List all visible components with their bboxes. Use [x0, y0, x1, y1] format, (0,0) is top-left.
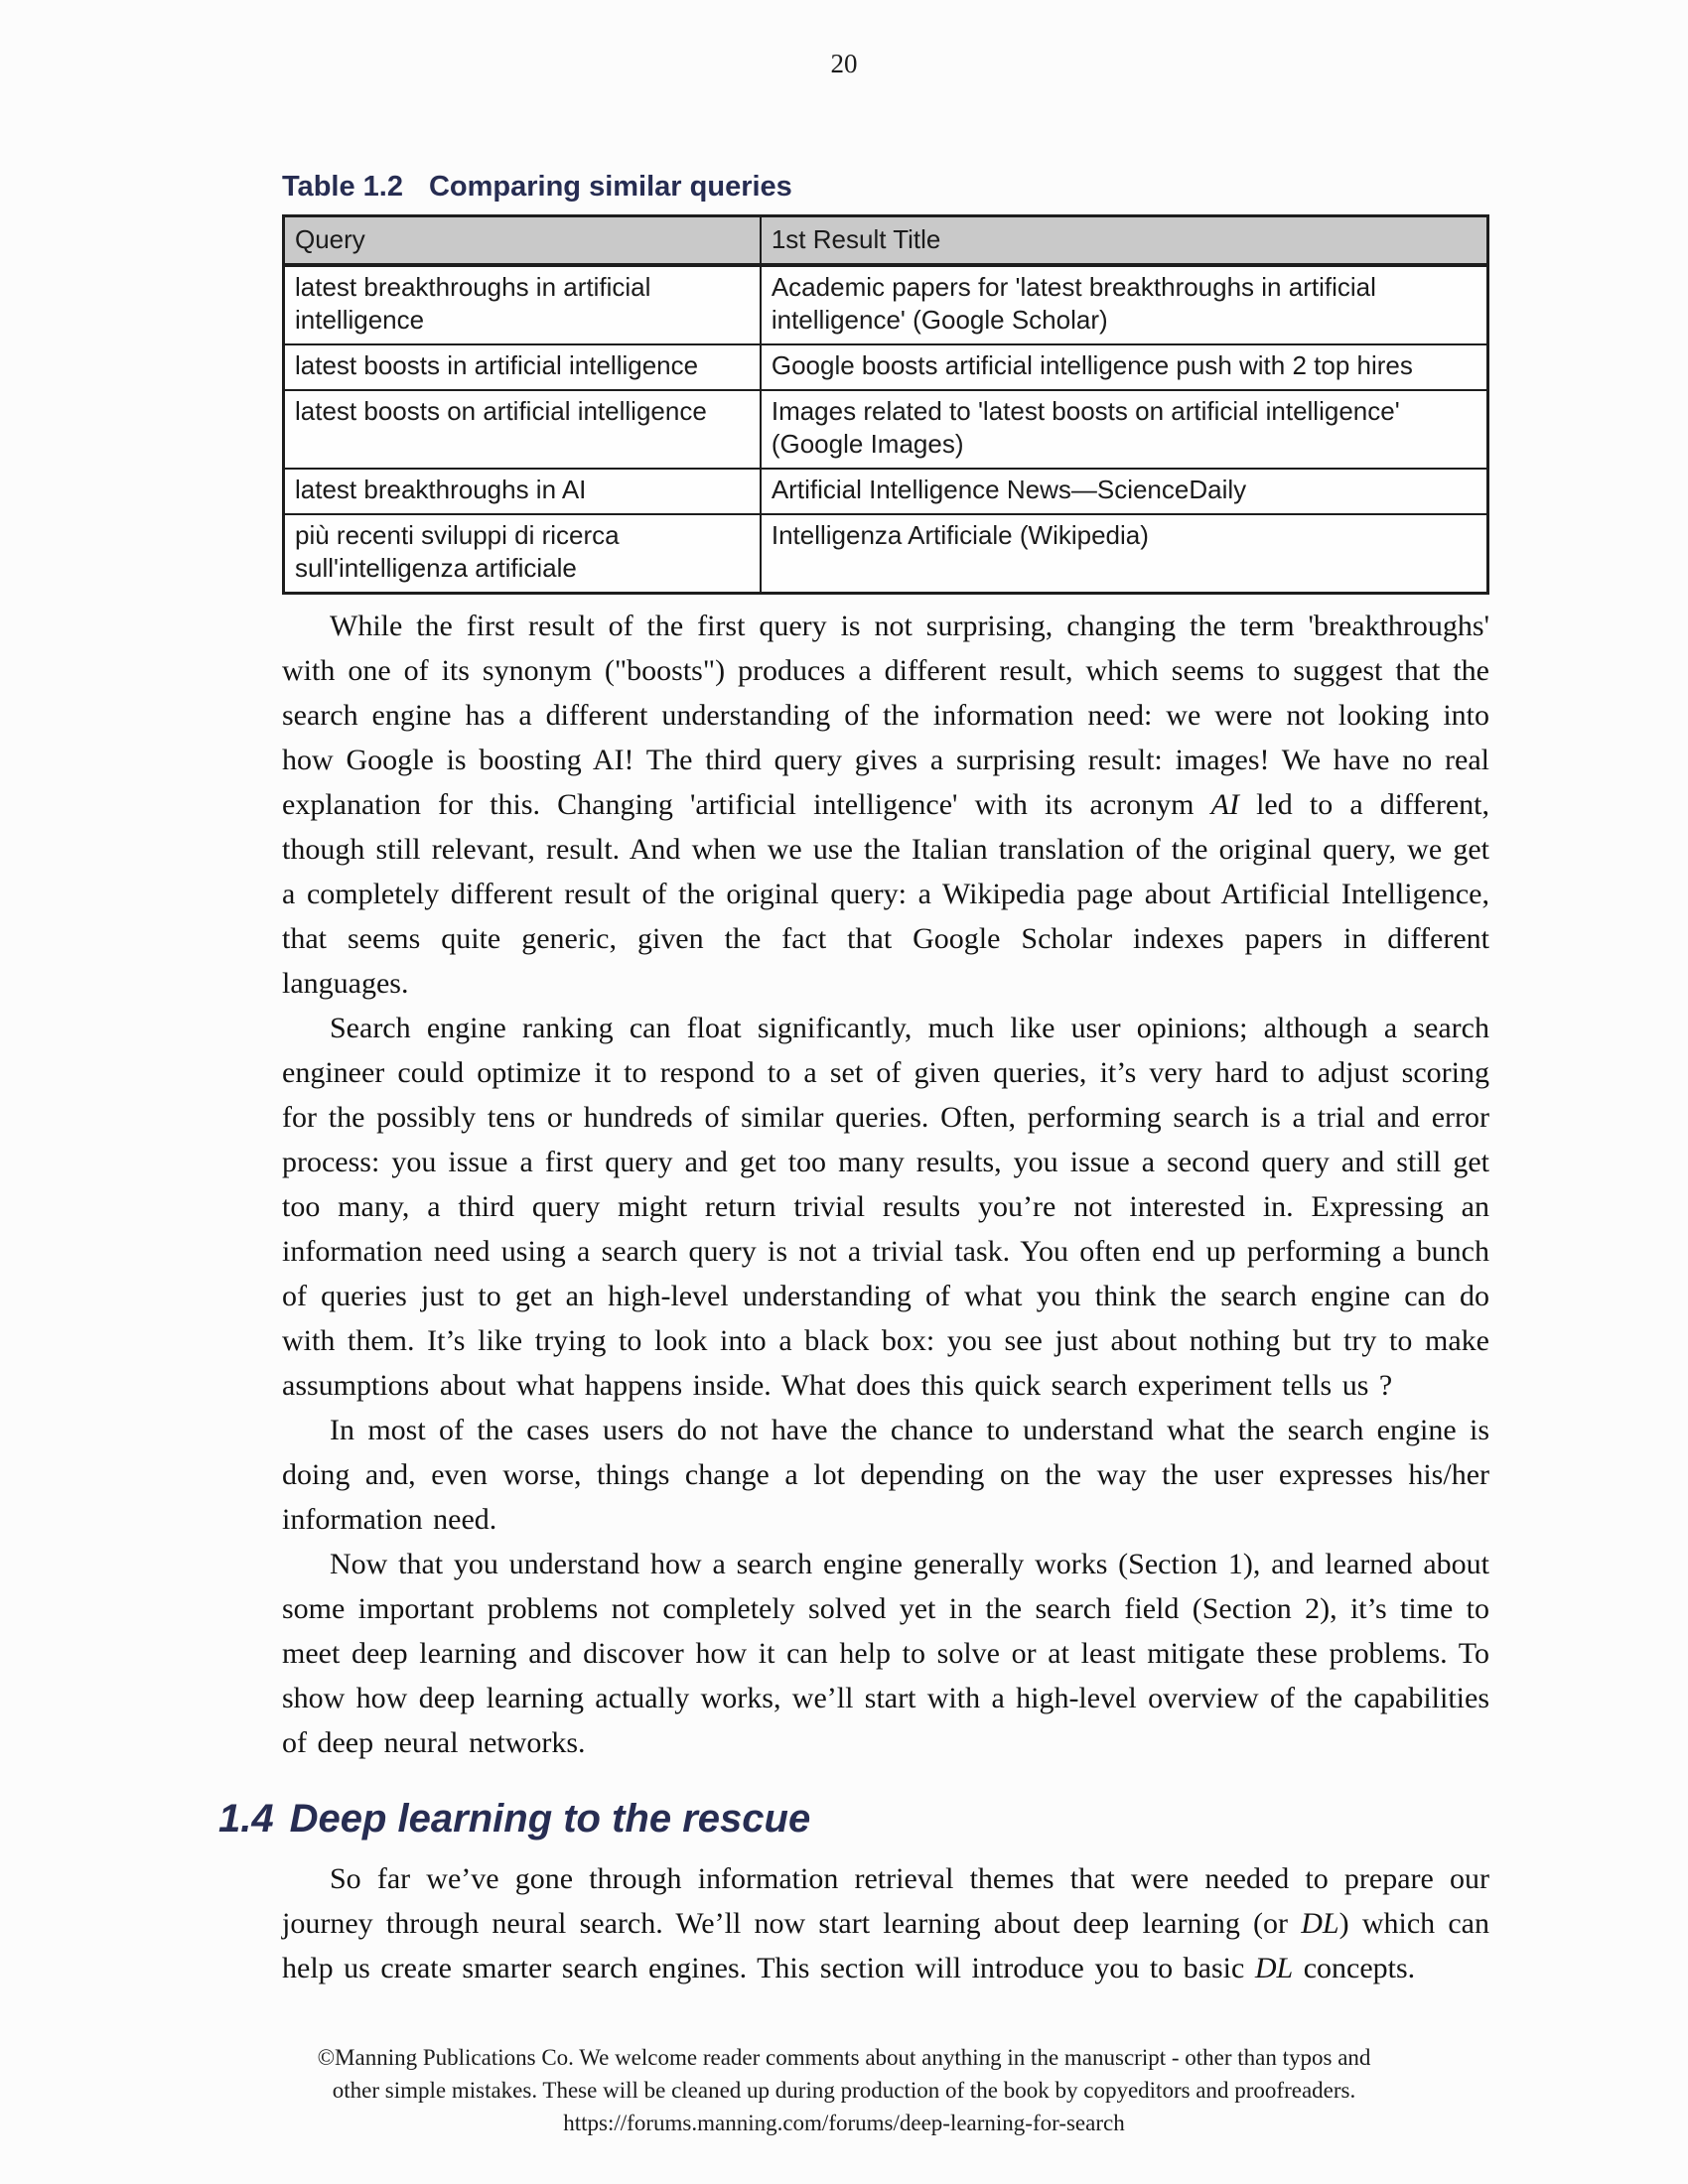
table-caption [282, 169, 1489, 205]
paragraph-meet-deep-learning [282, 1542, 1489, 1765]
text-run: led to a different, though still relevant, result. And when we use the Italian translation of the original query, we get a completely different result of the original query: a Wikipedia page about Artificial Intelligence, that seems quite generic, given the fact that Google Scholar indexes papers in different languages. [282, 788, 1490, 1000]
italic-term: AI [1210, 788, 1239, 821]
table-row [284, 344, 1488, 390]
table-cell: latest boosts in artificial intelligence [284, 344, 761, 390]
footer-copyright-line: ©Manning Publications Co. We welcome reader comments about anything in the manuscript - other than typos and [317, 2045, 1371, 2070]
page-number: 20 [830, 49, 858, 78]
table-cell: Google boosts artificial intelligence push with 2 top hires [761, 344, 1488, 390]
table-cell: latest breakthroughs in artificial intelligence [284, 265, 761, 344]
paragraph-dl-intro [282, 1856, 1489, 1990]
table-cell: latest breakthroughs in AI [284, 469, 761, 514]
table-cell: Intelligenza Artificiale (Wikipedia) [761, 514, 1488, 594]
text-run: Now that you understand how a search engine generally works (Section 1), and learned about some important problems not completely solved yet in the search field (Section 2), it’s time to meet deep learning and discover how it can help to solve or at least mitigate these problems. To show how deep learning actually works, we’ll start with a high-level overview of the capabilities of deep neural networks. [282, 1548, 1489, 1759]
footer [0, 2041, 1688, 2139]
table-header-row [284, 216, 1488, 266]
table-caption-label: Table 1.2 [282, 171, 403, 203]
table-cell: latest boosts on artificial intelligence [284, 390, 761, 469]
section-title: Deep learning to the rescue [289, 1797, 811, 1841]
column-header-query: Query [284, 216, 761, 266]
text-run: Search engine ranking can float significantly, much like user opinions; although a search engineer could optimize it to respond to a set of given queries, it’s very hard to adjust scoring for the possibly tens or hundreds of similar queries. Often, performing search is a trial and error process: you issue a first query and get too many results, you issue a second query and still get too many, a third query might return trivial results you’re not interested in. Expressing an information need using a search query is not a trivial task. You often end up performing a bunch of queries just to get an high-level understanding of what you think the search engine can do with them. It’s like trying to look into a black box: you see just about nothing but try to make assumptions about what happens inside. What does this quick search experiment tells us ? [282, 1012, 1489, 1402]
text-run: While the first result of the first query is not surprising, changing the term 'breakthroughs' with one of its synonym ("boosts") produces a different result, which seems to suggest that the search engine has a different understanding of the information need: we were not looking into how Google is boosting AI! The third query gives a surprising result: images! We have no real explanation for this. Changing 'artificial intelligence' with its acronym [282, 610, 1489, 821]
text-run: So far we’ve gone through information retrieval themes that were needed to prepare our journey through neural search. We’ll now start learning about deep learning (or [282, 1862, 1489, 1940]
paragraph-query-comparison [282, 604, 1489, 1006]
table-caption-title: Comparing similar queries [428, 171, 792, 203]
paragraph-user-understanding [282, 1408, 1489, 1542]
table-row [284, 514, 1488, 594]
table-row [284, 469, 1488, 514]
text-run: ) which can help us create smarter search engines. This section will introduce you to basic [282, 1907, 1489, 1984]
italic-term: DL [1301, 1907, 1339, 1940]
italic-term: DL [1254, 1952, 1294, 1984]
section-number: 1.4 [218, 1797, 274, 1841]
table-cell: Artificial Intelligence News—ScienceDaily [761, 469, 1488, 514]
section-heading [218, 1795, 1489, 1843]
text-run: concepts. [1293, 1952, 1416, 1984]
page-content [218, 169, 1490, 1990]
table-body [284, 265, 1488, 594]
table-cell: Academic papers for 'latest breakthroughs in artificial intelligence' (Google Scholar) [761, 265, 1488, 344]
table-cell: più recenti sviluppi di ricerca sull'intelligenza artificiale [284, 514, 761, 594]
comparison-table [282, 214, 1489, 595]
footer-forum-url: https://forums.manning.com/forums/deep-learning-for-search [563, 2111, 1125, 2135]
column-header-first-result-title: 1st Result Title [761, 216, 1488, 266]
footer-copyright-line2: other simple mistakes. These will be cleaned up during production of the book by copyeditors and proofreaders. [332, 2078, 1356, 2103]
paragraph-ranking-float [282, 1006, 1489, 1408]
text-run: In most of the cases users do not have the chance to understand what the search engine is doing and, even worse, things change a lot depending on the way the user expresses his/her information need. [282, 1414, 1489, 1536]
table-row [284, 390, 1488, 469]
table-row [284, 265, 1488, 344]
table-cell: Images related to 'latest boosts on artificial intelligence' (Google Images) [761, 390, 1488, 469]
